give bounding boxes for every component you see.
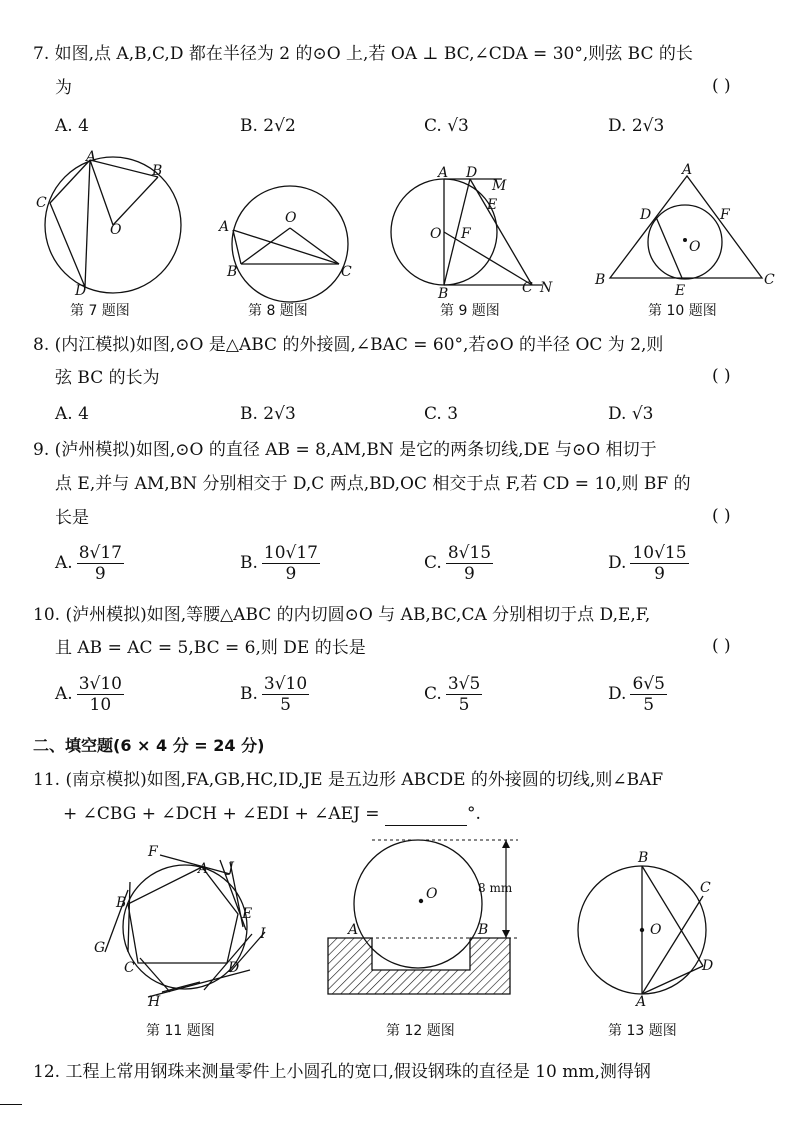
q9-option-d: [608, 543, 689, 584]
q9-option-d-letter: D.: [608, 553, 627, 573]
figure-10: [592, 162, 782, 300]
q9-d-num: 10√15: [632, 543, 687, 563]
f11-label-f: F: [148, 844, 158, 860]
q10-option-b-letter: B.: [240, 684, 258, 704]
q9-option-b-letter: B.: [240, 553, 258, 573]
f12-label-o: O: [426, 886, 438, 902]
q9-option-a-letter: A.: [55, 553, 73, 573]
q9-c-den: 9: [464, 564, 475, 584]
q7-option-c: C. √3: [424, 116, 469, 136]
f11-label-a: A: [198, 861, 209, 877]
q10-a-den: 10: [89, 695, 112, 715]
f11-label-j: J: [228, 860, 234, 876]
f11-label-e: E: [242, 906, 253, 922]
f10-label-a: A: [682, 162, 693, 178]
f10-label-e: E: [675, 283, 686, 299]
f10-label-o: O: [689, 239, 701, 255]
f13-label-b: B: [638, 850, 649, 866]
caption-fig12: 第 12 题图: [386, 1023, 455, 1039]
q11-answer-blank[interactable]: [385, 807, 467, 826]
q10-option-c: [424, 674, 482, 715]
q8-answer-paren: ( ): [712, 366, 731, 386]
f11-label-i: I: [260, 926, 266, 942]
q8-option-a: A. 4: [55, 404, 89, 424]
f10-label-f: F: [720, 207, 730, 223]
f11-label-b: B: [116, 895, 127, 911]
f9-label-o: O: [430, 226, 442, 242]
f8-label-a: A: [219, 219, 230, 235]
f10-label-b: B: [595, 272, 606, 288]
q9-option-a: [55, 543, 124, 584]
f11-label-c: C: [124, 960, 135, 976]
q9-answer-paren: ( ): [712, 506, 731, 526]
q10-b-num: 3√10: [263, 674, 308, 694]
q9-option-b: [240, 543, 320, 584]
q11-stem-line2: [63, 802, 481, 826]
figure-13: [576, 848, 726, 1008]
figure-11: [90, 842, 280, 1012]
f7-label-b: B: [152, 163, 163, 179]
q7-option-b: B. 2√2: [240, 116, 296, 136]
f8-label-o: O: [285, 210, 297, 226]
f8-label-c: C: [341, 264, 352, 280]
f9-label-e: E: [487, 197, 498, 213]
f9-label-m: M: [492, 178, 507, 194]
f12-label-a: A: [348, 922, 359, 938]
f11-label-h: H: [148, 994, 161, 1010]
f13-label-c: C: [700, 880, 711, 896]
q10-b-den: 5: [280, 695, 291, 715]
f10-label-d: D: [640, 207, 652, 223]
q7-option-a: A. 4: [55, 116, 89, 136]
q10-stem-line2: 且 AB = AC = 5,BC = 6,则 DE 的长是: [55, 638, 366, 658]
f9-label-f: F: [461, 226, 471, 242]
q10-option-d-letter: D.: [608, 684, 627, 704]
f9-label-d: D: [466, 165, 478, 181]
q9-stem-line3: 长是: [55, 508, 89, 528]
f12-label-8mm: 8 mm: [478, 881, 513, 895]
q10-option-a: [55, 674, 124, 715]
f13-label-a: A: [636, 994, 647, 1010]
caption-fig7: 第 7 题图: [70, 303, 130, 319]
f13-label-d: D: [702, 958, 714, 974]
page-bottom-rule: [0, 1104, 22, 1105]
q11-suffix: °.: [466, 804, 481, 824]
q10-answer-paren: ( ): [712, 636, 731, 656]
figure-8: [215, 200, 355, 300]
f9-label-a: A: [438, 165, 449, 181]
q8-option-c: C. 3: [424, 404, 459, 424]
figure-12: [322, 834, 532, 1004]
q9-option-c: [424, 543, 493, 584]
q10-d-num: 6√5: [632, 674, 665, 694]
q11-stem-line1: 11. (南京模拟)如图,FA,GB,HC,ID,JE 是五边形 ABCDE 的外接圆的切线,则∠BAF: [33, 770, 664, 790]
q10-c-den: 5: [458, 695, 470, 715]
q9-b-den: 9: [285, 564, 297, 584]
caption-fig11: 第 11 题图: [146, 1023, 215, 1039]
figure-7: [30, 150, 180, 300]
f9-label-n: N: [540, 280, 553, 296]
f12-label-b: B: [478, 922, 489, 938]
q9-a-num: 8√17: [78, 543, 122, 563]
f7-label-c: C: [36, 195, 47, 211]
q7-answer-paren: ( ): [712, 76, 731, 96]
q9-d-den: 9: [654, 564, 665, 584]
q12-stem-line1: 12. 工程上常用钢珠来测量零件上小圆孔的宽口,假设钢珠的直径是 10 mm,测得钢: [33, 1062, 651, 1082]
q10-option-c-letter: C.: [424, 684, 442, 704]
q9-c-num: 8√15: [447, 543, 492, 563]
caption-fig8: 第 8 题图: [248, 303, 308, 319]
q10-c-num: 3√5: [447, 674, 481, 694]
f9-label-c: C: [522, 280, 533, 296]
q11-expression: + ∠CBG + ∠DCH + ∠EDI + ∠AEJ =: [63, 804, 380, 824]
f7-label-a: A: [86, 149, 97, 165]
q8-option-d: D. √3: [608, 404, 654, 424]
f9-label-b: B: [438, 286, 449, 302]
q10-d-den: 5: [643, 695, 655, 715]
f13-label-o: O: [650, 922, 662, 938]
q9-a-den: 9: [94, 564, 106, 584]
f7-label-d: D: [75, 283, 87, 299]
q10-option-a-letter: A.: [55, 684, 73, 704]
q7-option-d: D. 2√3: [608, 116, 665, 136]
q9-stem-line2: 点 E,并与 AM,BN 分别相交于 D,C 两点,BD,OC 相交于点 F,若 CD = 10,则 BF 的: [55, 474, 691, 494]
q7-stem-line2: 为: [55, 78, 72, 98]
caption-fig13: 第 13 题图: [608, 1023, 677, 1039]
q10-a-num: 3√10: [78, 674, 122, 694]
q9-stem-line1: 9. (泸州模拟)如图,⊙O 的直径 AB = 8,AM,BN 是它的两条切线,DE 与⊙O 相切于: [33, 440, 657, 460]
q9-option-c-letter: C.: [424, 553, 442, 573]
q9-b-num: 10√17: [263, 543, 319, 563]
f11-label-d: D: [228, 960, 240, 976]
f10-label-c: C: [764, 272, 775, 288]
q8-option-b: B. 2√3: [240, 404, 296, 424]
caption-fig9: 第 9 题图: [440, 303, 500, 319]
f8-label-b: B: [227, 264, 238, 280]
figure-9: [392, 166, 562, 300]
q7-stem-line1: 7. 如图,点 A,B,C,D 都在半径为 2 的⊙O 上,若 OA ⊥ BC,∠CDA = 30°,则弦 BC 的长: [33, 44, 693, 64]
f7-label-o: O: [110, 222, 122, 238]
section-fill-in-title: 二、填空题(6 × 4 分 = 24 分): [33, 736, 265, 755]
q8-stem-line2: 弦 BC 的长为: [55, 368, 160, 388]
caption-fig10: 第 10 题图: [648, 303, 717, 319]
q8-stem-line1: 8. (内江模拟)如图,⊙O 是△ABC 的外接圆,∠BAC = 60°,若⊙O 的半径 OC 为 2,则: [33, 335, 664, 355]
f11-label-g: G: [94, 940, 106, 956]
q10-stem-line1: 10. (泸州模拟)如图,等腰△ABC 的内切圆⊙O 与 AB,BC,CA 分别相切于点 D,E,F,: [33, 605, 651, 625]
q10-option-b: [240, 674, 309, 715]
q10-option-d: [608, 674, 667, 715]
